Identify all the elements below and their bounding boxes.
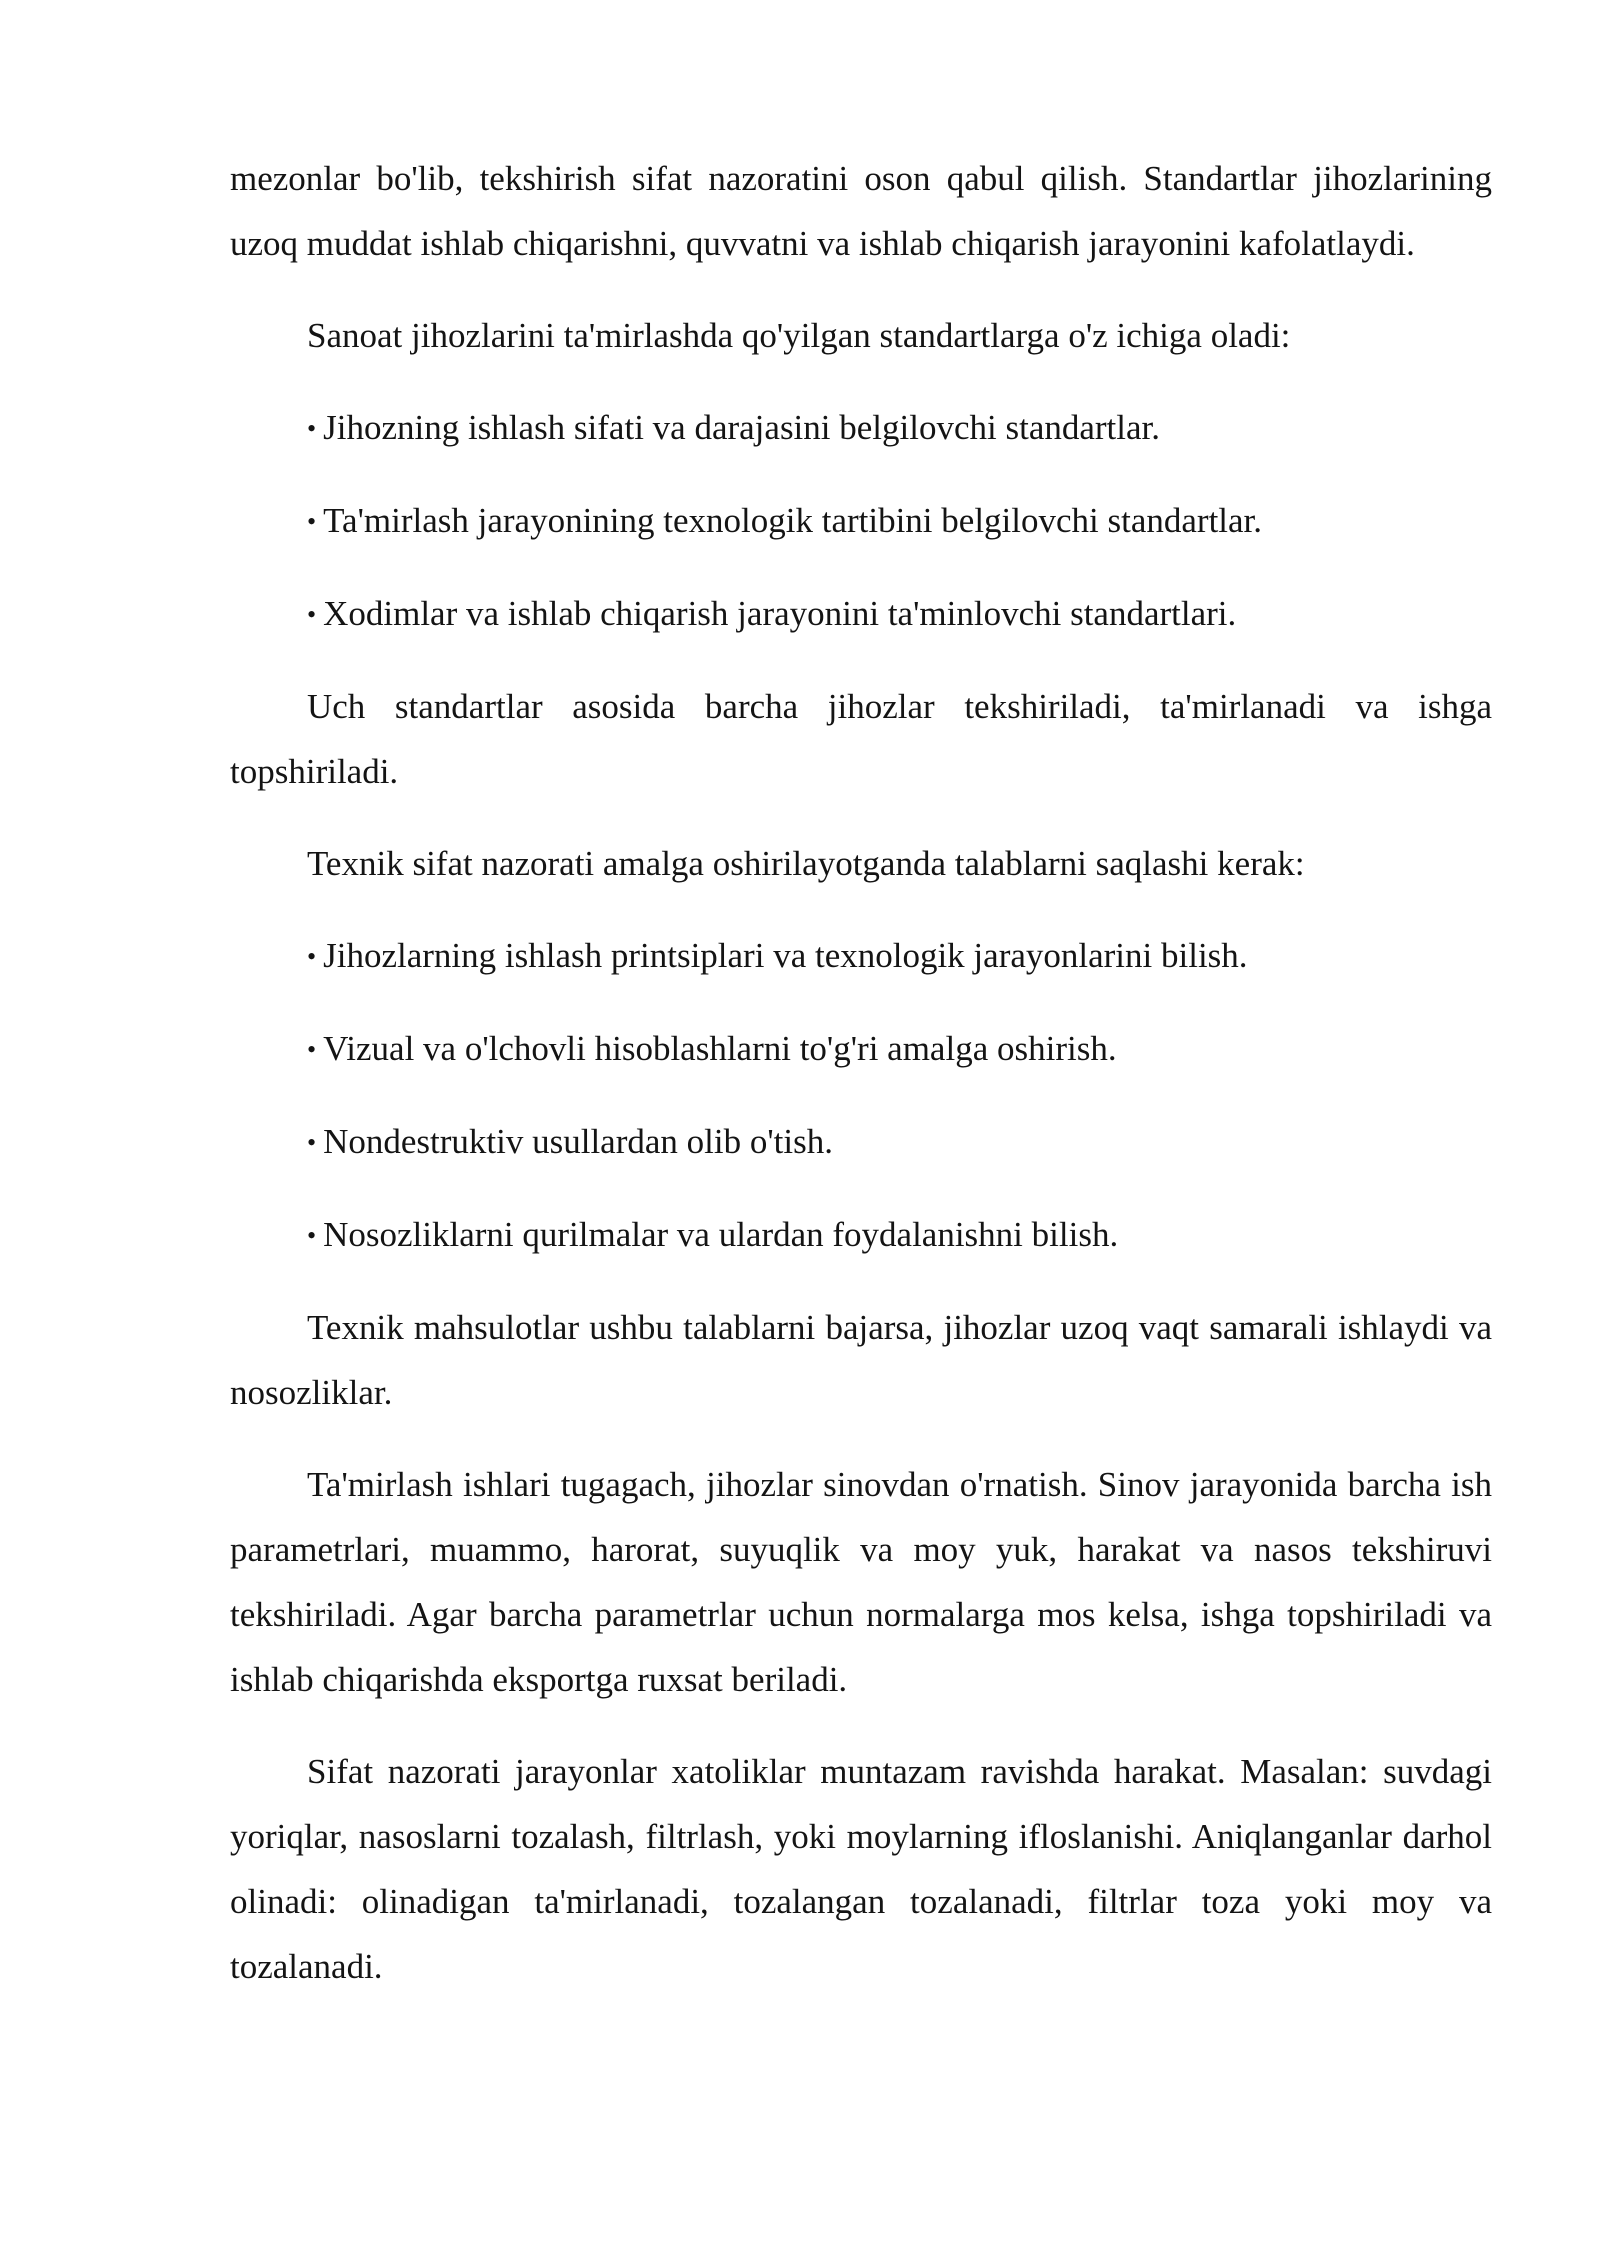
bullet-item — [230, 923, 1492, 989]
bullet-item — [230, 581, 1492, 647]
paragraph: Sifat nazorati jarayonlar xatoliklar muntazam ravishda harakat. Masalan: suvdagi yoriqlar, nasoslarni tozalash, filtrlash, yoki moylarning ifloslanishi. Aniqlanganlar darhol olinadi: olinadigan ta'mirlanadi, tozalangan tozalanadi, filtrlar toza yoki moy va tozalanadi. — [230, 1752, 1492, 1986]
bullet-text: Nondestruktiv usullardan olib o'tish. — [323, 1122, 833, 1161]
bullet-text: Nosozliklarni qurilmalar va ulardan foydalanishni bilish. — [323, 1215, 1119, 1254]
bullet-dot-icon: • — [307, 507, 317, 536]
bullet-text: Xodimlar va ishlab chiqarish jarayonini ta'minlovchi standartlari. — [323, 594, 1237, 633]
paragraph: Ta'mirlash ishlari tugagach, jihozlar sinovdan o'rnatish. Sinov jarayonida barcha ish parametrlari, muammo, harorat, suyuqlik va moy yuk, harakat va nasos tekshiruvi tekshiriladi. Agar barcha parametrlar uchun normalarga mos kelsa, ishga topshiriladi va ishlab chiqarishda eksportga ruxsat beriladi. — [230, 1465, 1492, 1699]
bullet-dot-icon: • — [307, 1128, 317, 1157]
paragraph: Texnik sifat nazorati amalga oshirilayotganda talablarni saqlashi kerak: — [307, 844, 1305, 883]
bullet-dot-icon: • — [307, 600, 317, 629]
bullet-text: Ta'mirlash jarayonining texnologik tartibini belgilovchi standartlar. — [323, 501, 1263, 540]
bullet-item — [230, 1202, 1492, 1268]
bullet-item — [230, 1016, 1492, 1082]
bullet-dot-icon: • — [307, 414, 317, 443]
paragraph: Uch standartlar asosida barcha jihozlar tekshiriladi, ta'mirlanadi va ishga topshiriladi. — [230, 687, 1492, 791]
bullet-dot-icon: • — [307, 1035, 317, 1064]
bullet-text: Jihozning ishlash sifati va darajasini belgilovchi standartlar. — [323, 408, 1160, 447]
bullet-item — [230, 395, 1492, 461]
bullet-text: Jihozlarning ishlash printsiplari va texnologik jarayonlarini bilish. — [323, 936, 1248, 975]
body-text — [230, 146, 1492, 2026]
bullet-text: Vizual va o'lchovli hisoblashlarni to'g'ri amalga oshirish. — [323, 1029, 1117, 1068]
bullet-item — [230, 488, 1492, 554]
bullet-item — [230, 1109, 1492, 1175]
bullet-dot-icon: • — [307, 942, 317, 971]
paragraph: Sanoat jihozlarini ta'mirlashda qo'yilgan standartlarga o'z ichiga oladi: — [307, 316, 1291, 355]
bullet-dot-icon: • — [307, 1221, 317, 1250]
paragraph: Texnik mahsulotlar ushbu talablarni bajarsa, jihozlar uzoq vaqt samarali ishlaydi va nosozliklar. — [230, 1308, 1492, 1412]
paragraph-continuation: mezonlar bo'lib, tekshirish sifat nazoratini oson qabul qilish. Standartlar jihozlarining uzoq muddat ishlab chiqarishni, quvvatni va ishlab chiqarish jarayonini kafolatlaydi. — [230, 159, 1492, 263]
